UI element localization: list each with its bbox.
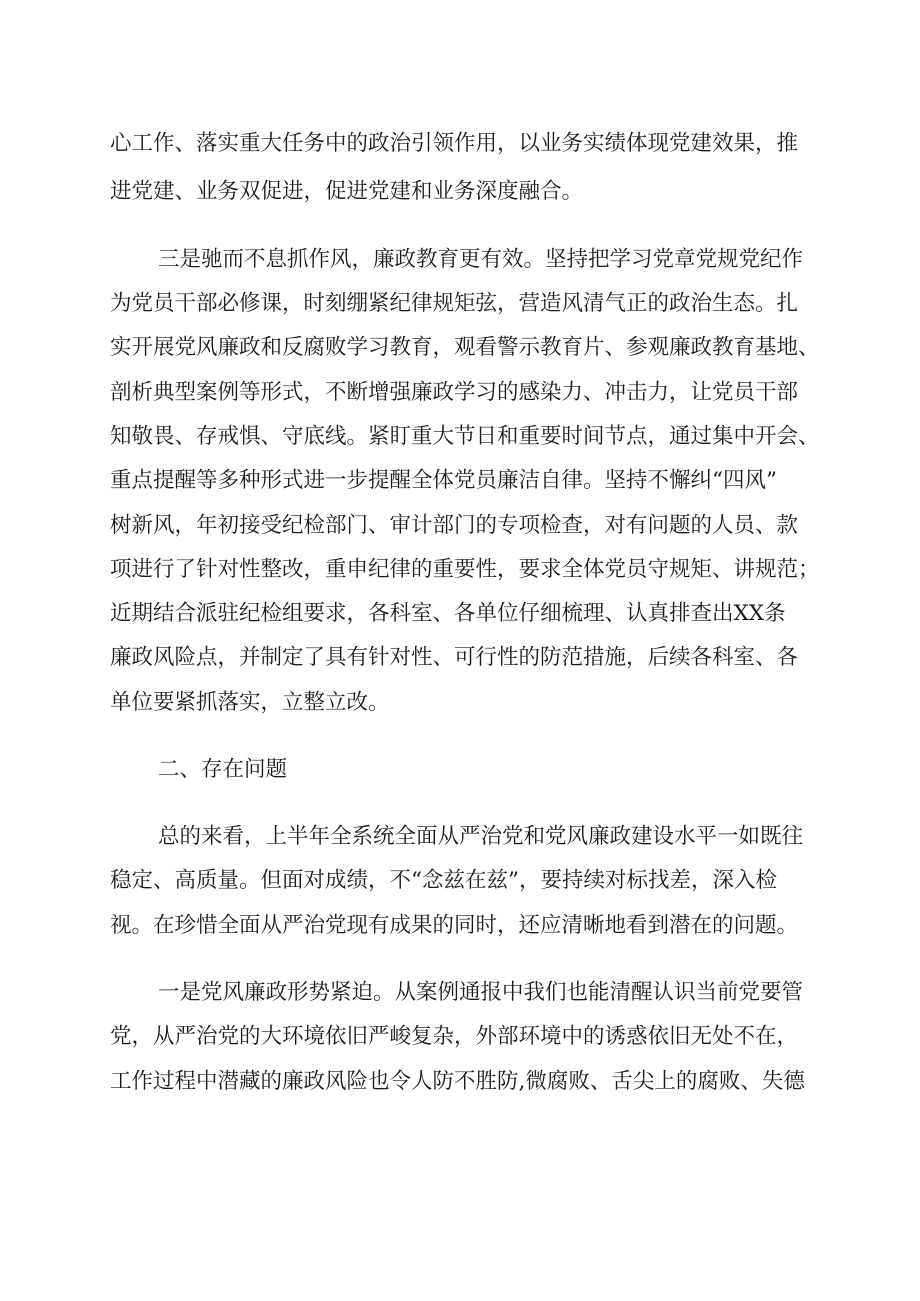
text-line: 剖析典型案例等形式，不断增强廉政学习的感染力、冲击力，让党员干部	[110, 380, 799, 405]
text-line: 实开展党风廉政和反腐败学习教育，观看警示教育片、参观廉政教育基地、	[110, 335, 820, 360]
text-line: 廉政风险点，并制定了具有针对性、可行性的防范措施，后续各科室、各	[110, 645, 799, 670]
text-line: 党，从严治党的大环境依旧严峻复杂，外部环境中的诱惑依旧无处不在，	[110, 1024, 799, 1049]
text-line: 三是驰而不息抓作风，廉政教育更有效。坚持把学习党章党规党纪作	[158, 247, 804, 272]
heading-line: 二、存在问题	[158, 757, 288, 782]
text-line: 进党建、业务双促进，促进党建和业务深度融合。	[110, 179, 584, 204]
text-line: 视。在珍惜全面从严治党现有成果的同时，还应清晰地看到潜在的问题。	[110, 913, 799, 938]
text-line: 为党员干部必修课，时刻绷紧纪律规矩弦，营造风清气正的政治生态。扎	[110, 291, 799, 316]
text-line: 树新风，年初接受纪检部门、审计部门的专项检查，对有问题的人员、款	[110, 513, 799, 538]
text-line: 单位要紧抓落实，立整立改。	[110, 690, 390, 715]
text-line: 心工作、落实重大任务中的政治引领作用，以业务实绩体现党建效果，推	[110, 131, 799, 156]
text-line: 总的来看，上半年全系统全面从严治党和党风廉政建设水平一如既往	[158, 824, 804, 849]
text-line: 近期结合派驻纪检组要求，各科室、各单位仔细梳理、认真排查出XX条	[110, 601, 786, 626]
text-line: 一是党风廉政形势紧迫。从案例通报中我们也能清醒认识当前党要管	[158, 980, 804, 1005]
text-line: 工作过程中潜藏的廉政风险也令人防不胜防,微腐败、舌尖上的腐败、失德	[110, 1069, 805, 1094]
text-line: 项进行了针对性整改，重申纪律的重要性，要求全体党员守规矩、讲规范；	[110, 557, 820, 582]
text-line: 重点提醒等多种形式进一步提醒全体党员廉洁自律。坚持不懈纠“四风”	[110, 468, 777, 493]
text-line: 知敬畏、存戒惧、守底线。紧盯重大节日和重要时间节点，通过集中开会、	[110, 424, 820, 449]
text-line: 稳定、高质量。但面对成绩，不“念兹在兹”，要持续对标找差，深入检	[110, 868, 777, 893]
